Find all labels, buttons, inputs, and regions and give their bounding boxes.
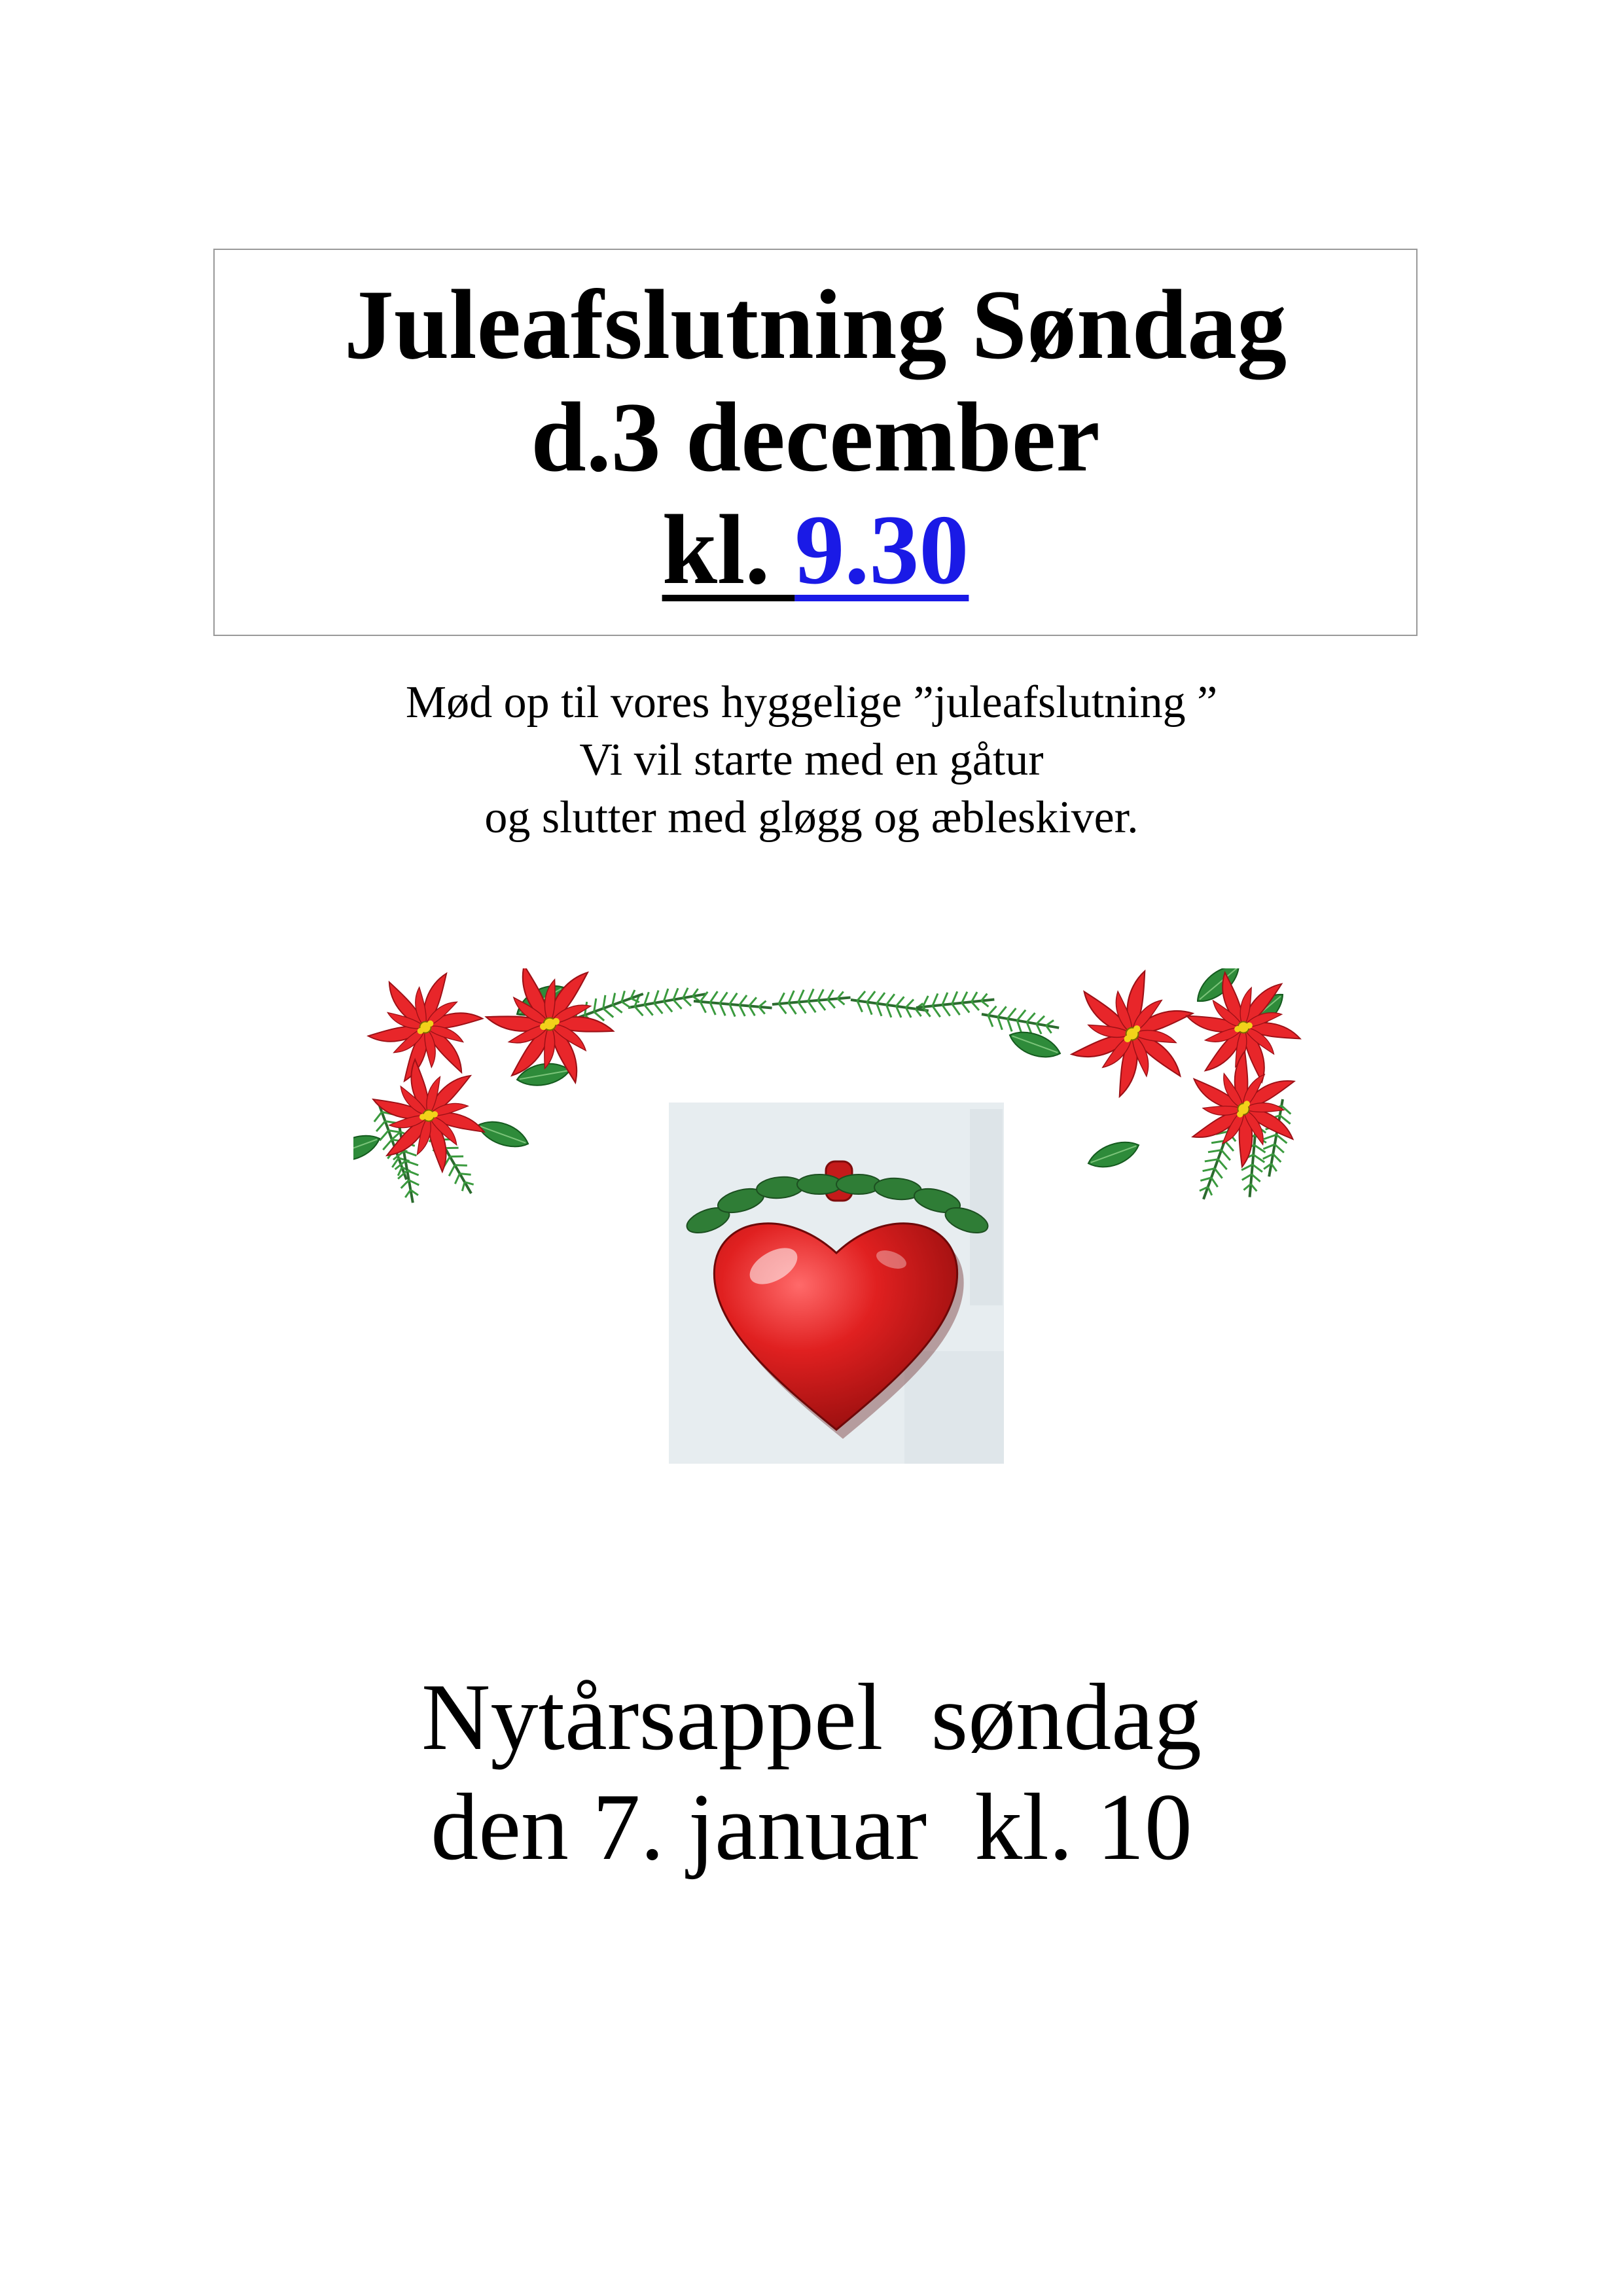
title-time	[215, 493, 1416, 606]
intro-line-1: Mød op til vores hyggelige ”juleafslutning ”	[405, 677, 1218, 728]
title-box	[213, 249, 1418, 636]
newyear-line-1: Nytårsappel søndag	[421, 1664, 1202, 1770]
intro-line-2: Vi vil starte med en gåtur	[579, 735, 1044, 785]
red-heart-ornament-icon	[669, 1103, 1004, 1464]
time-link[interactable]: 9.30	[794, 495, 969, 605]
intro-text	[0, 674, 1623, 847]
time-prefix: kl.	[662, 495, 795, 605]
title-line-2: d.3 december	[531, 382, 1100, 492]
newyear-announcement	[0, 1662, 1623, 1882]
title-line-1: Juleafslutning Søndag	[344, 270, 1287, 380]
newyear-line-2: den 7. januar kl. 10	[431, 1774, 1192, 1880]
intro-line-3: og slutter med gløgg og æbleskiver.	[484, 792, 1139, 843]
